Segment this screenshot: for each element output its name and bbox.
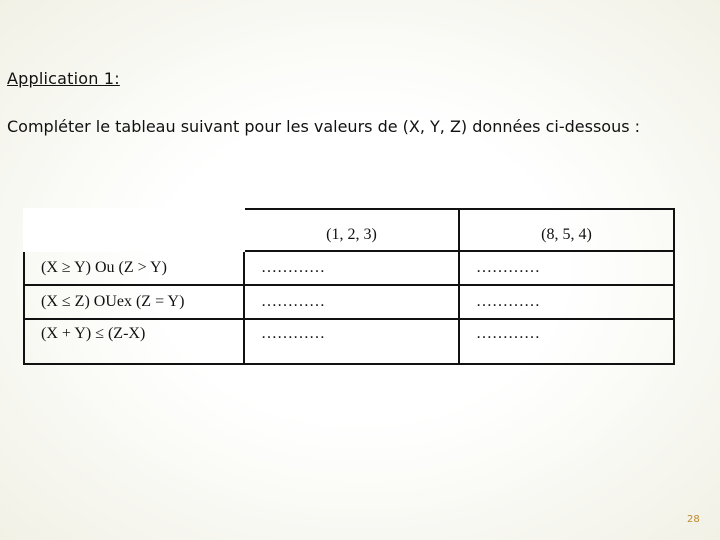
table-row (24, 285, 674, 319)
column-header: (1, 2, 3) (244, 209, 459, 251)
slide-heading: Application 1: (7, 69, 120, 88)
answer-cell: ………… (459, 251, 674, 285)
table-row (24, 319, 674, 364)
table-header-row (24, 209, 674, 251)
answer-cell: ………… (459, 319, 674, 364)
answer-cell: ………… (244, 319, 459, 364)
table-row (24, 251, 674, 285)
answer-cell: ………… (244, 251, 459, 285)
truth-table (23, 208, 675, 365)
slide-instruction: Compléter le tableau suivant pour les valeurs de (X, Y, Z) données ci-dessous : (7, 117, 641, 136)
row-label: (X ≥ Y) Ou (Z > Y) (24, 251, 244, 285)
table-corner-cell (24, 209, 244, 251)
row-label: (X ≤ Z) OUex (Z = Y) (24, 285, 244, 319)
row-label: (X + Y) ≤ (Z-X) (24, 319, 244, 364)
column-header: (8, 5, 4) (459, 209, 674, 251)
answer-cell: ………… (459, 285, 674, 319)
page-number: 28 (687, 514, 700, 525)
answer-cell: ………… (244, 285, 459, 319)
